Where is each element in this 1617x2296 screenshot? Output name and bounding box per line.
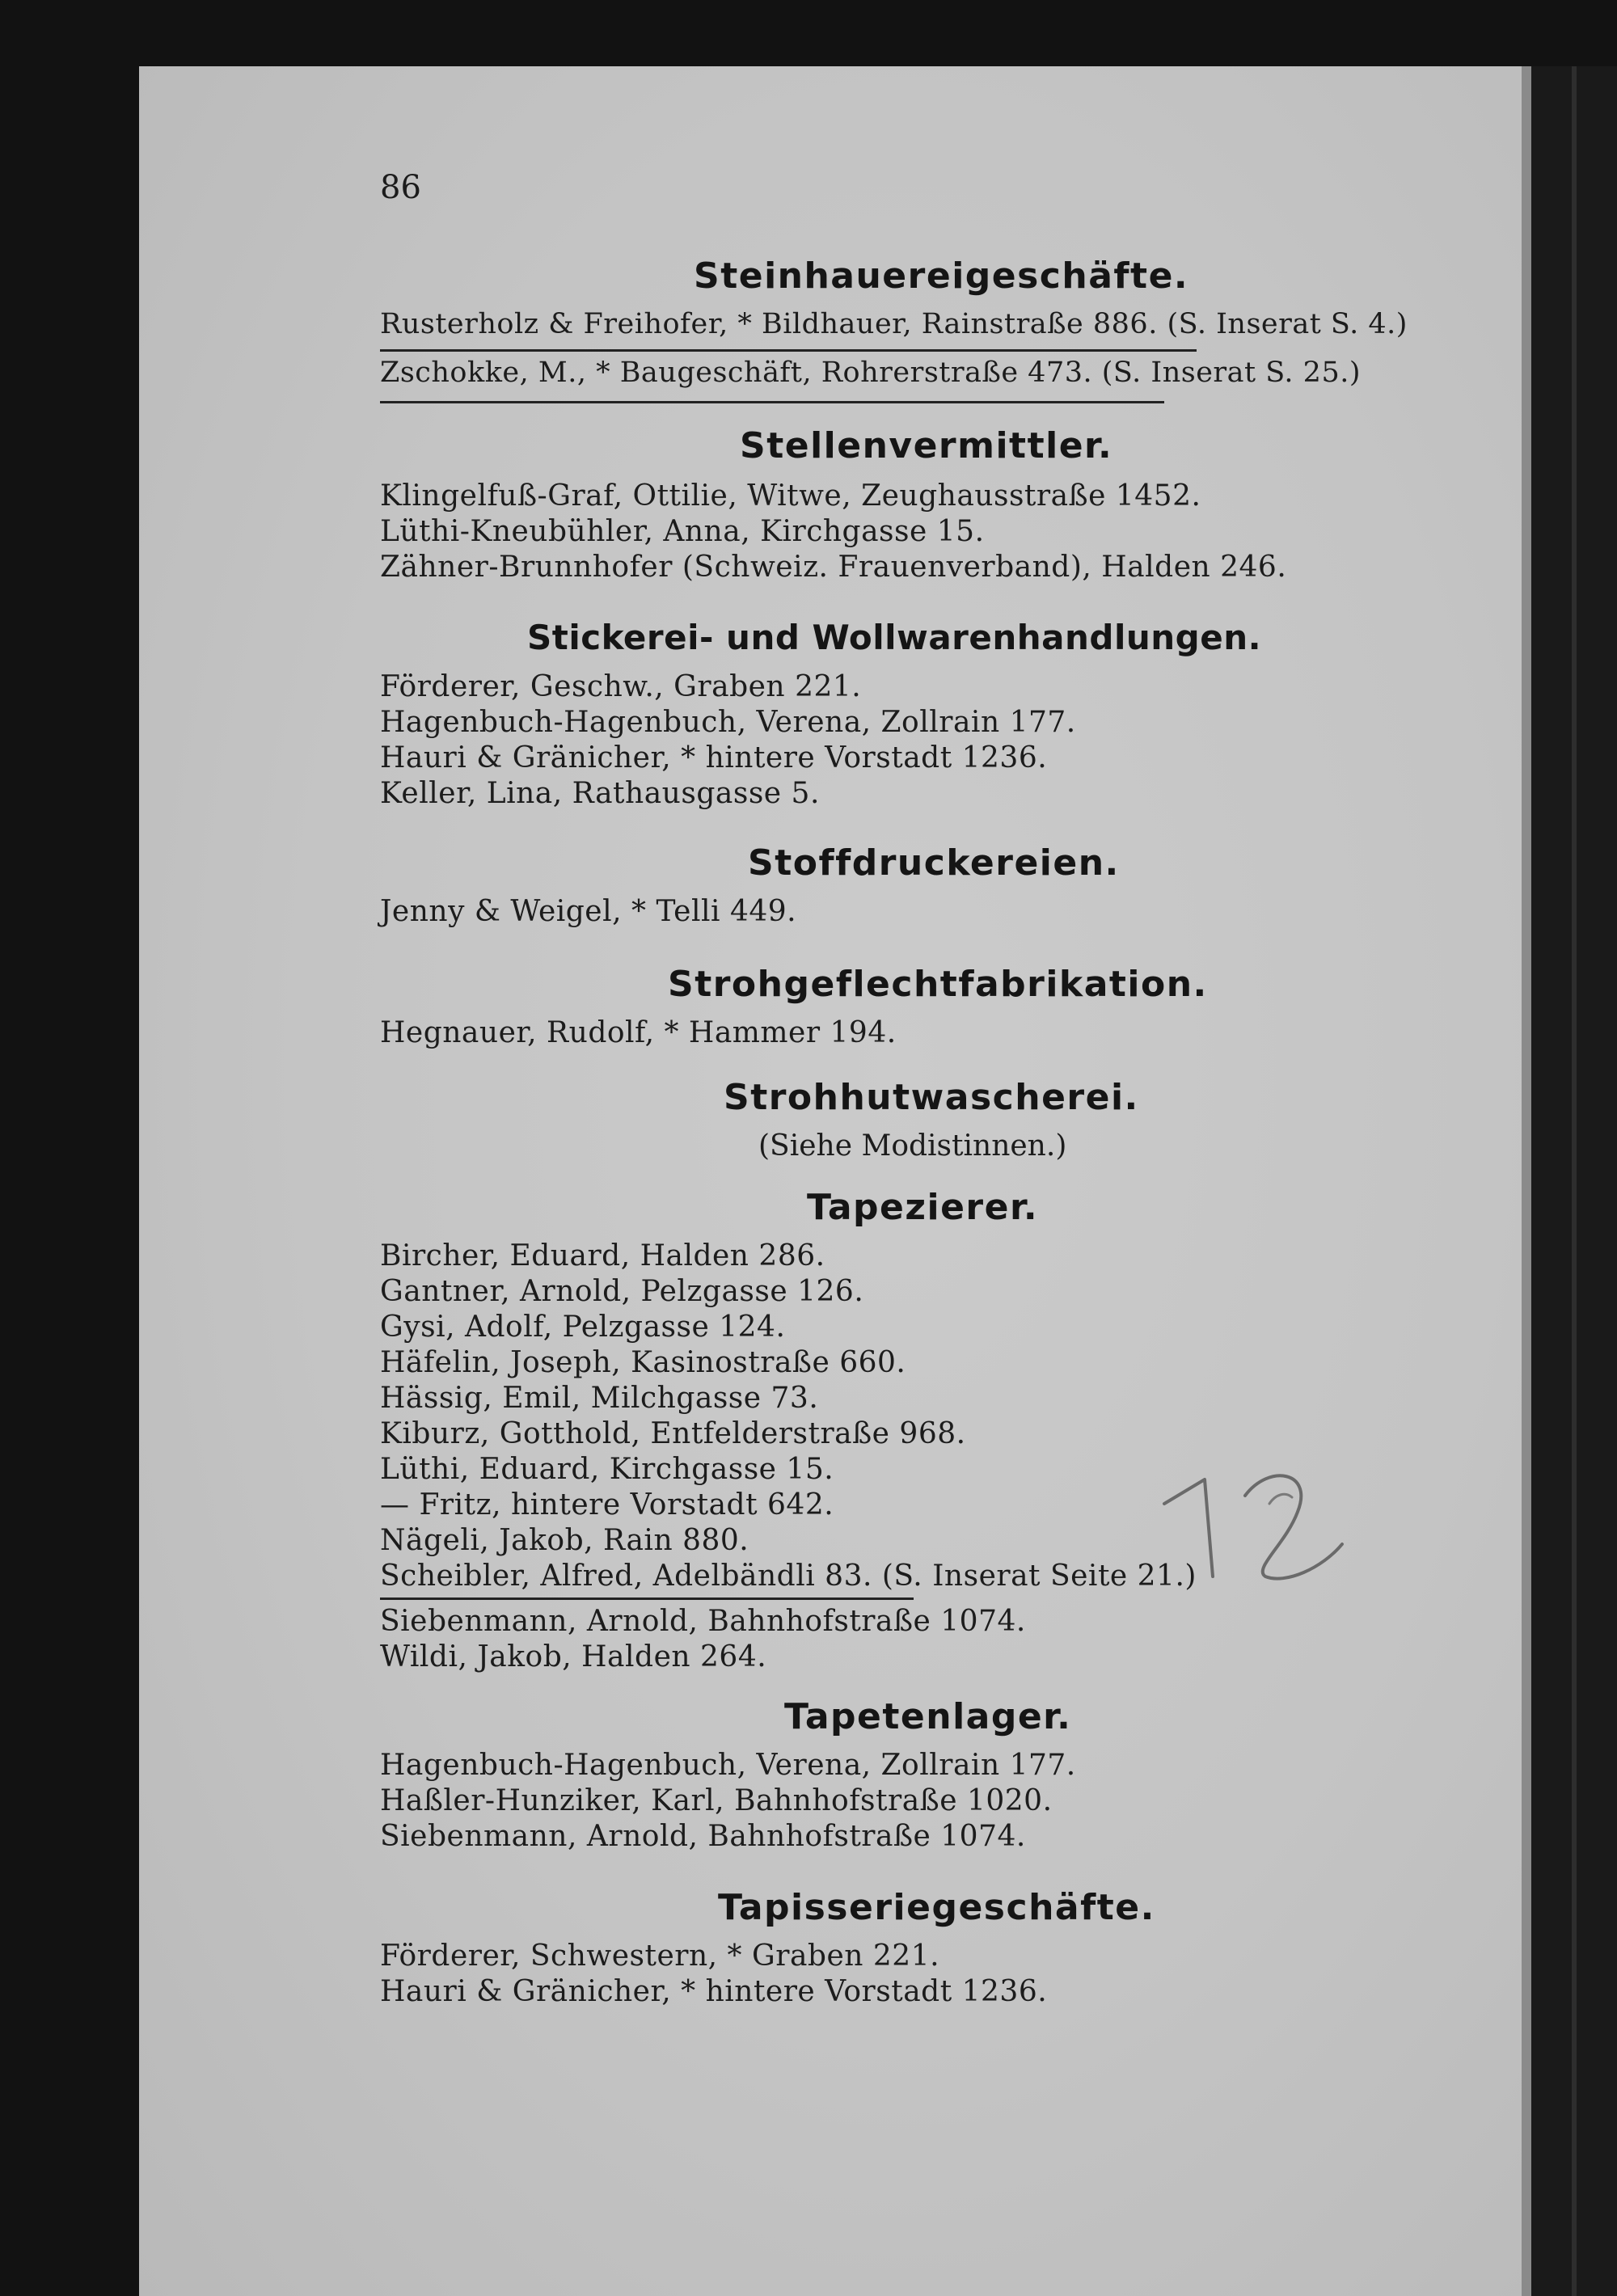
handwritten-pencil-mark <box>1148 1455 1358 1601</box>
directory-entry: Jenny & Weigel, * Telli 449. <box>380 895 797 928</box>
directory-entry: Lüthi, Eduard, Kirchgasse 15. <box>380 1453 834 1486</box>
directory-entry: Keller, Lina, Rathausgasse 5. <box>380 777 820 810</box>
directory-entry: Siebenmann, Arnold, Bahnhofstraße 1074. <box>380 1820 1026 1853</box>
underline-rule <box>380 401 1164 403</box>
section-heading-tapisseriegeschaefte: Tapisseriegeschäfte. <box>718 1887 1155 1928</box>
directory-entry: Gantner, Arnold, Pelzgasse 126. <box>380 1275 864 1308</box>
underline-rule <box>380 349 1197 352</box>
section-heading-tapetenlager: Tapetenlager. <box>784 1696 1072 1737</box>
directory-entry: Zschokke, M., * Baugeschäft, Rohrerstraße 473. (S. Inserat S. 25.) <box>380 357 1362 389</box>
directory-entry: Haßler-Hunziker, Karl, Bahnhofstraße 1020. <box>380 1784 1053 1817</box>
section-heading-stoffdruckereien: Stoffdruckereien. <box>748 842 1120 884</box>
section-heading-stickerei: Stickerei- und Wollwarenhandlungen. <box>527 618 1262 657</box>
section-heading-tapezierer: Tapezierer. <box>807 1187 1039 1228</box>
directory-entry: Hässig, Emil, Milchgasse 73. <box>380 1382 819 1415</box>
directory-entry: Hagenbuch-Hagenbuch, Verena, Zollrain 177. <box>380 706 1076 739</box>
directory-entry: Siebenmann, Arnold, Bahnhofstraße 1074. <box>380 1605 1026 1638</box>
directory-entry: Hauri & Gränicher, * hintere Vorstadt 1236. <box>380 1975 1048 2008</box>
directory-entry: — Fritz, hintere Vorstadt 642. <box>380 1488 834 1522</box>
directory-entry: Lüthi-Kneubühler, Anna, Kirchgasse 15. <box>380 515 985 548</box>
section-heading-stellenvermittler: Stellenvermittler. <box>740 425 1113 466</box>
directory-entry: Klingelfuß-Graf, Ottilie, Witwe, Zeughausstraße 1452. <box>380 479 1201 513</box>
adjacent-page-edge <box>1572 66 1577 2296</box>
directory-entry: Hagenbuch-Hagenbuch, Verena, Zollrain 177. <box>380 1749 1076 1782</box>
directory-entry: Bircher, Eduard, Halden 286. <box>380 1239 825 1273</box>
directory-entry: Gysi, Adolf, Pelzgasse 124. <box>380 1310 786 1344</box>
directory-entry: Nägeli, Jakob, Rain 880. <box>380 1524 749 1557</box>
directory-entry: Förderer, Schwestern, * Graben 221. <box>380 1939 940 1973</box>
directory-entry: Kiburz, Gotthold, Entfelderstraße 968. <box>380 1417 966 1450</box>
section-heading-strohhutwascherei: Strohhutwascherei. <box>724 1077 1139 1118</box>
section-heading-strohgeflechtfabrikation: Strohgeflechtfabrikation. <box>668 964 1208 1005</box>
underline-rule <box>380 1597 914 1600</box>
directory-entry: Wildi, Jakob, Halden 264. <box>380 1640 767 1673</box>
section-heading-steinhauereigeschaefte: Steinhauereigeschäfte. <box>694 255 1189 297</box>
directory-entry: Förderer, Geschw., Graben 221. <box>380 670 862 703</box>
directory-entry: Häfelin, Joseph, Kasinostraße 660. <box>380 1346 906 1379</box>
cross-reference-note: (Siehe Modistinnen.) <box>758 1129 1067 1163</box>
page-fold-strip <box>1522 66 1531 2296</box>
directory-entry: Zähner-Brunnhofer (Schweiz. Frauenverband), Halden 246. <box>380 551 1287 584</box>
page-number: 86 <box>380 169 421 206</box>
directory-entry: Hauri & Gränicher, * hintere Vorstadt 1236. <box>380 741 1048 774</box>
directory-entry: Scheibler, Alfred, Adelbändli 83. (S. Inserat Seite 21.) <box>380 1560 1197 1593</box>
directory-entry: Hegnauer, Rudolf, * Hammer 194. <box>380 1016 897 1049</box>
directory-entry: Rusterholz & Freihofer, * Bildhauer, Rainstraße 886. (S. Inserat S. 4.) <box>380 308 1408 340</box>
